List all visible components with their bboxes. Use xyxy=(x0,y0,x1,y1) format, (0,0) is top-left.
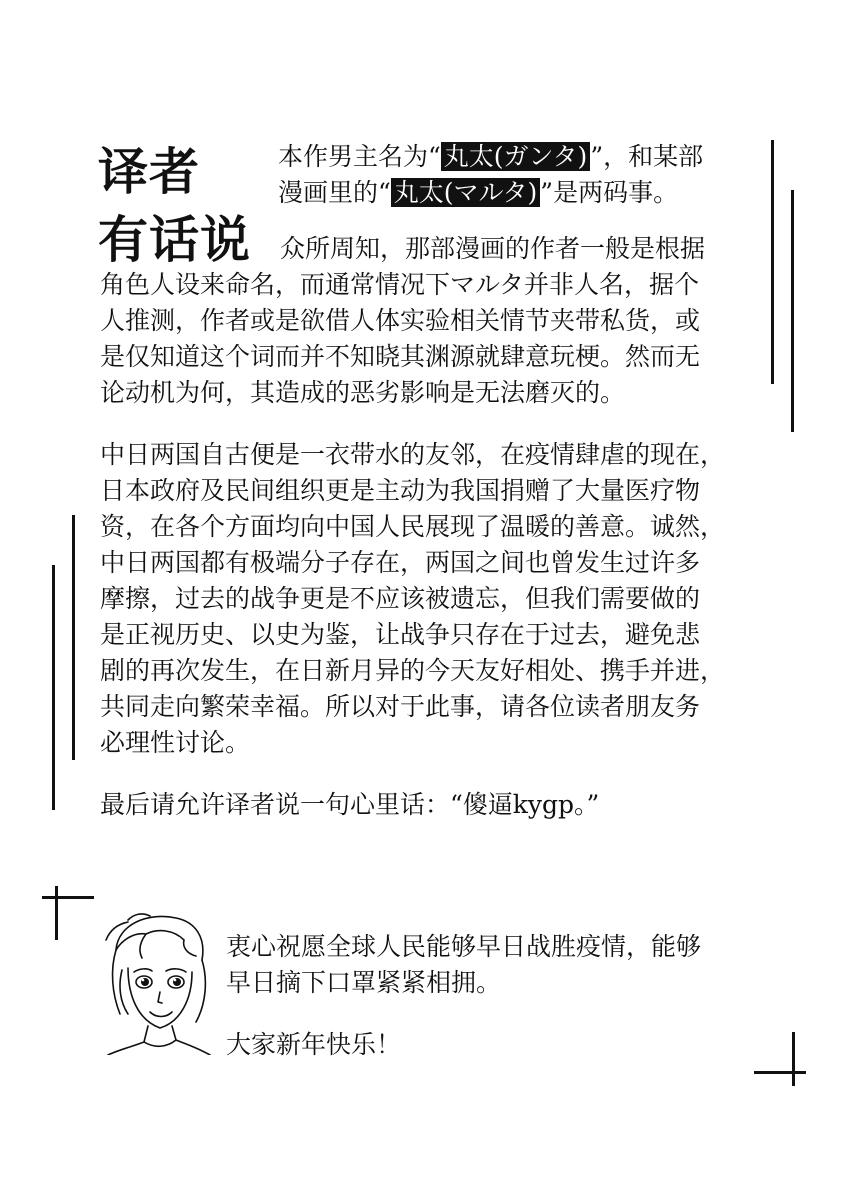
intro-text: ”是两码事。 xyxy=(540,178,679,207)
closing-line-3: 大家新年快乐！ xyxy=(226,1030,402,1059)
intro-line-1 xyxy=(278,140,703,174)
intro-line-2 xyxy=(278,176,678,210)
intro-text: ”，和某部 xyxy=(590,142,704,171)
para1-line: 人推测，作者或是欲借人体实验相关情节夹带私货，或 xyxy=(100,306,701,335)
para2-line: 剧的再次发生，在日新月异的今天友好相处、携手并进， xyxy=(100,656,726,685)
crosshair-horizontal xyxy=(754,1071,806,1074)
title-line-1: 译者 xyxy=(98,143,200,201)
character-illustration xyxy=(98,910,216,1055)
intro-text: 本作男主名为“ xyxy=(278,142,441,171)
para2-line: 共同走向繁荣幸福。所以对于此事，请各位读者朋友务 xyxy=(100,692,701,721)
para1-line: 是仅知道这个词而并不知晓其渊源就肆意玩梗。然而无 xyxy=(100,342,701,371)
para1-line: 论动机为何，其造成的恶劣影响是无法磨灭的。 xyxy=(100,378,626,407)
para1-line: 角色人设来命名，而通常情况下マルタ并非人名，据个 xyxy=(100,270,700,299)
highlight-name-ganta: 丸太(ガンタ) xyxy=(441,142,591,171)
closing-line-1: 衷心祝愿全球人民能够早日战胜疫情，能够 xyxy=(226,932,702,961)
para2-line: 摩擦，过去的战争更是不应该被遗忘，但我们需要做的 xyxy=(100,584,701,613)
decor-vertical-bar xyxy=(72,515,75,760)
crosshair-vertical xyxy=(792,1032,795,1086)
highlight-name-maruta: 丸太(マルタ) xyxy=(391,178,541,207)
intro-text: 漫画里的“ xyxy=(278,178,391,207)
para2-line: 是正视历史、以史为鉴，让战争只存在于过去，避免悲 xyxy=(100,620,701,649)
crosshair-horizontal xyxy=(42,896,94,899)
decor-vertical-bar xyxy=(791,190,794,432)
para2-line: 必理性讨论。 xyxy=(100,728,251,757)
para2-line: 中日两国都有极端分子存在，两国之间也曾发生过许多 xyxy=(100,548,701,577)
page-title xyxy=(98,138,251,274)
para2-line: 资，在各个方面均向中国人民展现了温暖的善意。诚然， xyxy=(100,512,726,541)
crosshair-vertical xyxy=(55,886,58,940)
para1-line: 众所周知，那部漫画的作者一般是根据 xyxy=(280,234,706,263)
para3-line: 最后请允许译者说一句心里话：“傻逼kygp。” xyxy=(100,790,600,819)
decor-vertical-bar xyxy=(52,565,55,810)
title-line-2: 有话说 xyxy=(98,211,251,269)
closing-line-2: 早日摘下口罩紧紧相拥。 xyxy=(226,968,502,997)
para2-line: 中日两国自古便是一衣带水的友邻，在疫情肆虐的现在， xyxy=(100,440,726,469)
decor-vertical-bar xyxy=(771,140,774,384)
para2-line: 日本政府及民间组织更是主动为我国捐赠了大量医疗物 xyxy=(100,476,701,505)
